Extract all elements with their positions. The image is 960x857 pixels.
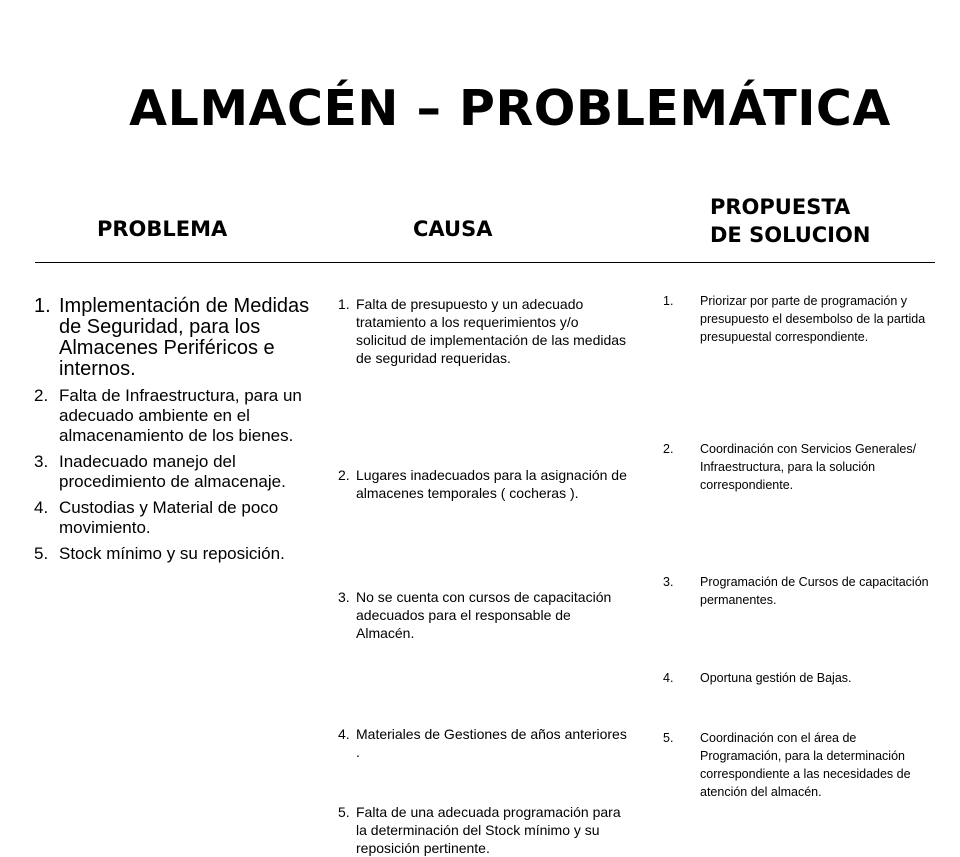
propuesta-item	[663, 729, 933, 801]
item-text: Falta de presupuesto y un adecuado tratamiento a los requerimientos y/o solicitud de implementación de las medidas de seguridad requeridas.	[356, 296, 627, 366]
item-number: 3.	[34, 452, 49, 471]
item-number: 1.	[663, 294, 674, 308]
item-number: 4.	[663, 671, 674, 685]
causa-list	[338, 0, 628, 856]
item-number: 2.	[338, 467, 350, 483]
item-number: 2.	[663, 442, 674, 456]
item-text: Falta de una adecuada programación para la determinación del Stock mínimo y su reposición pertinente.	[356, 804, 621, 856]
problema-item	[34, 544, 319, 564]
item-text: Oportuna gestión de Bajas.	[700, 671, 852, 685]
header-problema: PROBLEMA	[97, 217, 228, 241]
item-number: 1.	[338, 296, 350, 312]
item-text: Materiales de Gestiones de años anteriores .	[356, 726, 627, 760]
item-text: Inadecuado manejo del procedimiento de almacenaje.	[59, 452, 286, 491]
item-text: Coordinación con el área de Programación, para la determinación correspondiente a las necesidades de atención del almacén.	[700, 731, 911, 799]
problema-item	[34, 498, 319, 538]
propuesta-item	[663, 573, 933, 609]
header-divider	[35, 262, 935, 263]
causa-item	[338, 725, 628, 761]
problema-item	[34, 296, 319, 380]
problema-item	[34, 386, 319, 446]
item-text: Priorizar por parte de programación y presupuesto el desembolso de la partida presupuestal correspondiente.	[700, 294, 926, 344]
header-propuesta-line2: DE SOLUCION	[710, 223, 871, 247]
problema-item	[34, 452, 319, 492]
item-number: 5.	[34, 544, 49, 563]
causa-item	[338, 588, 628, 642]
header-propuesta-line1: PROPUESTA	[710, 195, 851, 219]
propuesta-item	[663, 669, 933, 687]
item-number: 2.	[34, 386, 49, 405]
item-text: Lugares inadecuados para la asignación de almacenes temporales ( cocheras ).	[356, 467, 627, 501]
item-number: 3.	[663, 575, 674, 589]
item-text: Implementación de Medidas de Seguridad, para los Almacenes Periféricos e internos.	[59, 295, 310, 380]
slide-title: ALMACÉN – PROBLEMÁTICA	[129, 80, 891, 137]
item-number: 5.	[338, 804, 350, 820]
item-number: 3.	[338, 589, 350, 605]
item-text: No se cuenta con cursos de capacitación adecuados para el responsable de Almacén.	[356, 589, 612, 641]
causa-item	[338, 466, 628, 502]
item-number: 5.	[663, 731, 674, 745]
item-text: Stock mínimo y su reposición.	[59, 544, 285, 563]
item-text: Programación de Cursos de capacitación permanentes.	[700, 575, 929, 607]
item-text: Custodias y Material de poco movimiento.	[59, 498, 279, 537]
propuesta-item	[663, 440, 933, 494]
item-text: Falta de Infraestructura, para un adecuado ambiente en el almacenamiento de los bienes.	[59, 386, 302, 445]
propuesta-item	[663, 292, 933, 346]
problema-list	[34, 296, 319, 570]
causa-item	[338, 295, 628, 367]
item-number: 4.	[34, 498, 49, 517]
header-causa: CAUSA	[413, 217, 493, 241]
item-text: Coordinación con Servicios Generales/ Infraestructura, para la solución correspondiente.	[700, 442, 917, 492]
causa-item	[338, 803, 628, 857]
item-number: 4.	[338, 726, 350, 742]
item-number: 1.	[34, 295, 51, 317]
